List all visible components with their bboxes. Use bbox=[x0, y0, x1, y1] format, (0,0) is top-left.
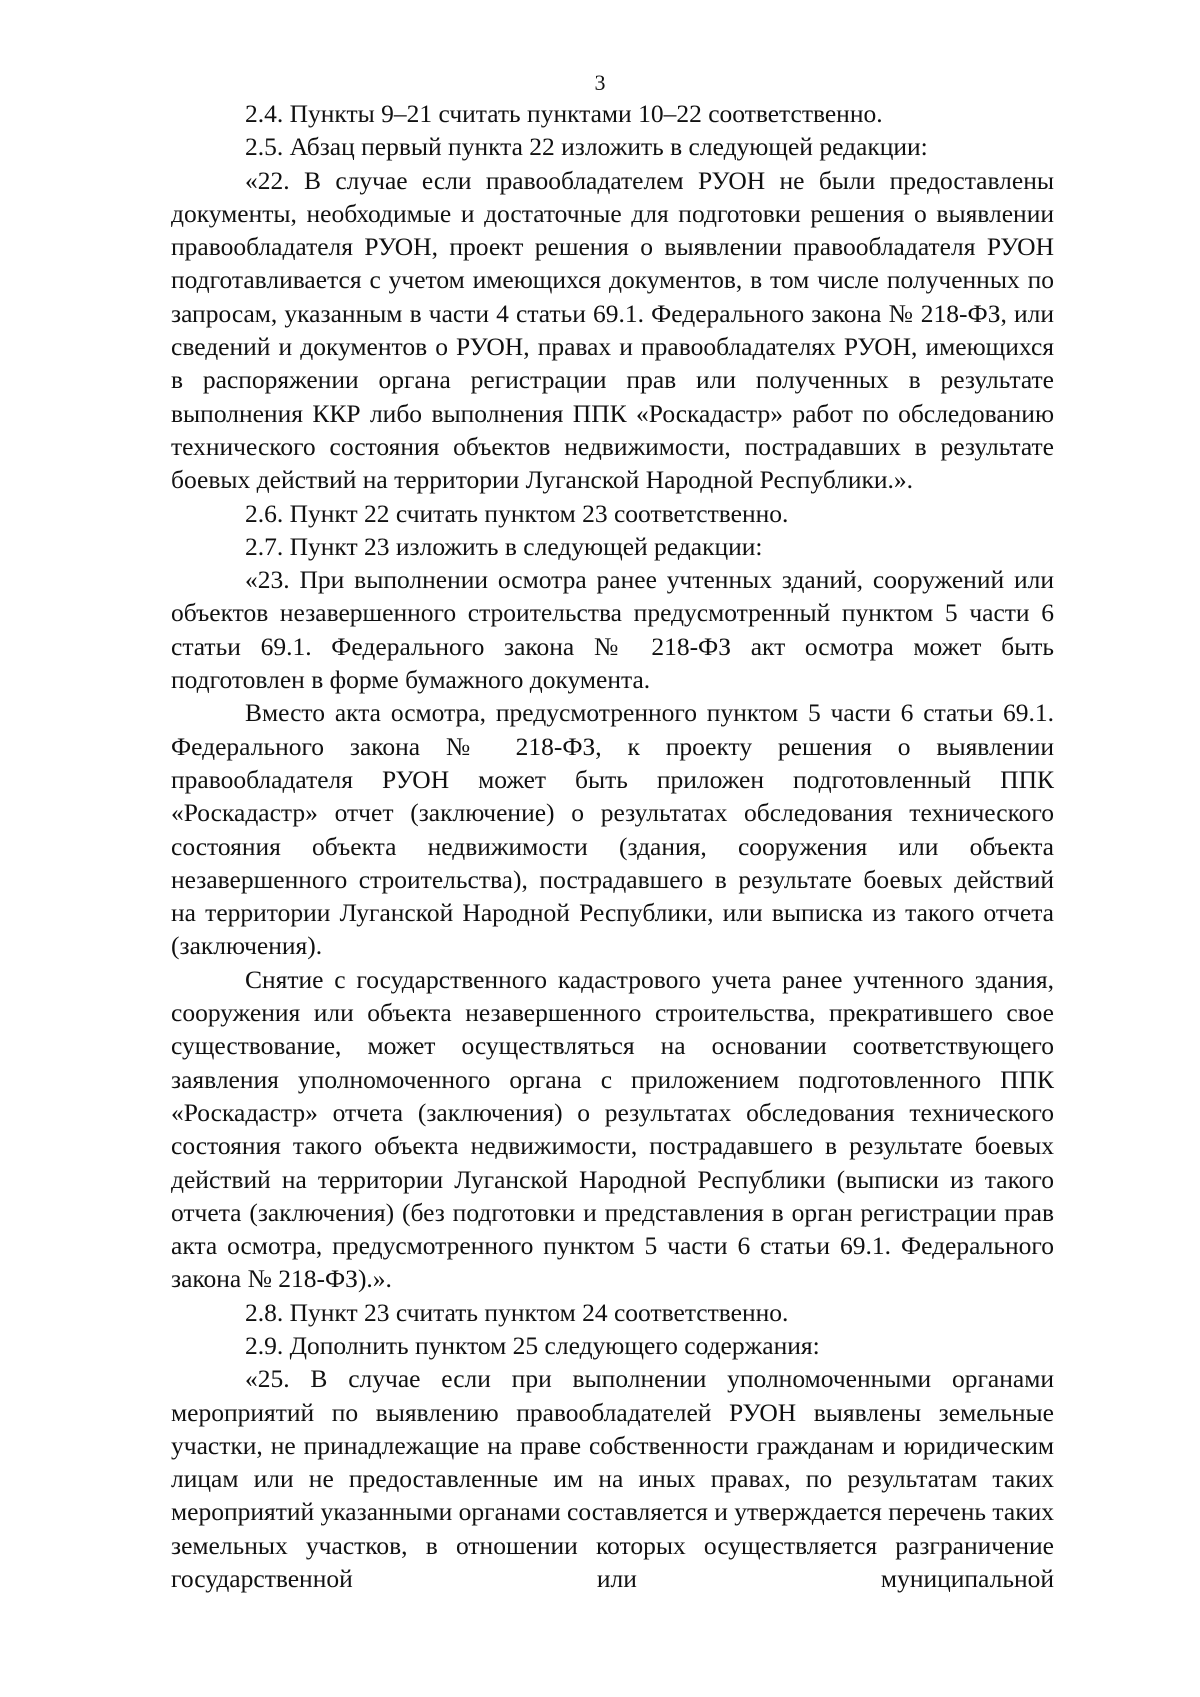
paragraph-2-7: 2.7. Пункт 23 изложить в следующей редакции: bbox=[245, 531, 763, 561]
paragraph-2-5: 2.5. Абзац первый пункта 22 изложить в следующей редакции: bbox=[245, 132, 928, 162]
paragraph-2-8: 2.8. Пункт 23 считать пунктом 24 соответственно. bbox=[245, 1297, 789, 1327]
page-number: 3 bbox=[594, 70, 606, 95]
paragraph-2-6: 2.6. Пункт 22 считать пунктом 23 соответственно. bbox=[245, 498, 789, 528]
paragraph-2-4: 2.4. Пункты 9–21 считать пунктами 10–22 соответственно. bbox=[245, 99, 883, 128]
document-body bbox=[171, 97, 1054, 1595]
paragraph-clause-22: «22. В случае если правообладателем РУОН не были предоставлены документы, необходимые и достаточные для подготовки решения о выявлении правообладателя РУОН, проект решения о выявлении правообладателя РУОН подготавливается с учетом имеющихся документов, в том числе полученных по запросам, указанным в части 4 статьи 69.1. Федерального закона № 218-ФЗ, или сведений и документов о РУОН, правах и правообладателях РУОН, имеющихся в распоряжении органа регистрации прав или полученных в результате выполнения ККР либо выполнения ППК «Роскадастр» работ по обследованию технического состояния объектов недвижимости, пострадавших в результате боевых действий на территории Луганской Народной Республики.». bbox=[171, 165, 1054, 495]
paragraph-inspection-act: Вместо акта осмотра, предусмотренного пунктом 5 части 6 статьи 69.1. Федерального закона № 218-ФЗ, к проекту решения о выявлении правообладателя РУОН может быть приложен подготовленный ППК «Роскадастр» отчет (заключение) о результатах обследования технического состояния объекта недвижимости (здания, сооружения или объекта незавершенного строительства), пострадавшего в результате боевых действий на территории Луганской Народной Республики, или выписка из такого отчета (заключения). bbox=[171, 698, 1054, 961]
paragraph-cadastral-removal: Снятие с государственного кадастрового учета ранее учтенного здания, сооружения или объекта незавершенного строительства, прекратившего свое существование, может осуществляться на основании соответствующего заявления уполномоченного органа с приложением подготовленного ППК «Роскадастр» отчета (заключения) о результатах обследования технического состояния такого объекта недвижимости, пострадавшего в результате боевых действий на территории Луганской Народной Республики (выписки из такого отчета (заключения) (без подготовки и представления в орган регистрации прав акта осмотра, предусмотренного пунктом 5 части 6 статьи 69.1. Федерального закона № 218-ФЗ).». bbox=[171, 964, 1054, 1294]
paragraph-clause-25: «25. В случае если при выполнении уполномоченными органами мероприятий по выявлению правообладателей РУОН выявлены земельные участки, не принадлежащие на праве собственности гражданам и юридическим лицам или не предоставленные им на иных правах, по результатам таких мероприятий указанными органами составляется и утверждается перечень таких земельных участков, в отношении которых осуществляется разграничение государственной или муниципальной bbox=[171, 1364, 1054, 1594]
paragraph-2-9: 2.9. Дополнить пунктом 25 следующего содержания: bbox=[245, 1330, 820, 1360]
paragraph-clause-23: «23. При выполнении осмотра ранее учтенных зданий, сооружений или объектов незавершенного строительства предусмотренный пунктом 5 части 6 статьи 69.1. Федерального закона № 218-ФЗ акт осмотра может быть подготовлен в форме бумажного документа. bbox=[171, 565, 1054, 695]
